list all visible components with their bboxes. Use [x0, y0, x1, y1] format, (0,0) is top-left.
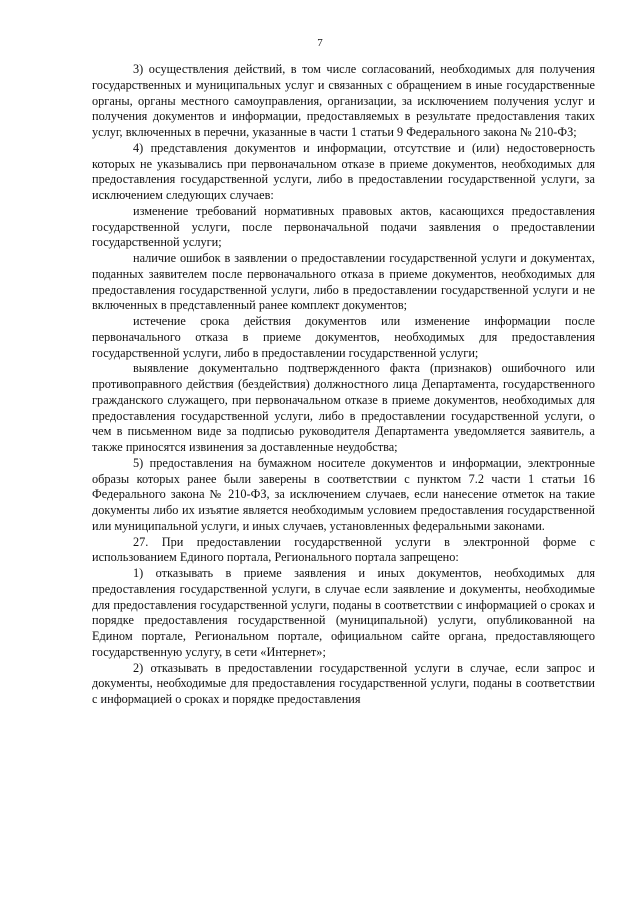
paragraph-clause-27-item-2: 2) отказывать в предоставлении государственной услуги в случае, если запрос и документы, необходимые для предоставления государственной услуги, поданы в соответствии с информацией о сроках и порядке предоставления: [92, 660, 595, 706]
paragraph-clause-27: 27. При предоставлении государственной услуги в электронной форме с использованием Единого портала, Регионального портала запрещено:: [92, 534, 595, 565]
paragraph-exception-errors: наличие ошибок в заявлении о предоставлении государственной услуги и документах, поданных заявителем после первоначального отказа в приеме документов, необходимых для предоставления государственной услуги, либо в предоставлении государственной услуги и не включенных в представленный ранее комплект документов;: [92, 251, 595, 313]
paragraph-item-4: 4) представления документов и информации, отсутствие и (или) недостоверность которых не указывались при первоначальном отказе в приеме документов, необходимых для предоставления государственной услуги, либо в предоставлении государственной услуги, за исключением следующих случаев:: [92, 140, 595, 202]
paragraph-exception-unlawful-action: выявление документально подтвержденного факта (признаков) ошибочного или противоправного действия (бездействия) должностного лица Департамента, государственного гражданского служащего, при первоначальном отказе в приеме документов, необходимых для предоставления государственной услуги, либо в предоставлении государственной услуги, о чем в письменном виде за подписью руководителя Департамента уведомляется заявитель, а также приносятся извинения за доставленные неудобства;: [92, 361, 595, 454]
paragraph-exception-requirements-change: изменение требований нормативных правовых актов, касающихся предоставления государственной услуги, после первоначальной подачи заявления о предоставлении государственной услуги;: [92, 203, 595, 250]
page-number: 7: [317, 37, 323, 49]
paragraph-exception-expiry: истечение срока действия документов или изменение информации после первоначального отказа в приеме документов, необходимых для предоставления государственной услуги, либо в предоставлении государственной услуги;: [92, 314, 595, 360]
document-body: [92, 62, 595, 708]
paragraph-clause-27-item-1: 1) отказывать в приеме заявления и иных документов, необходимых для предоставления государственной услуги, в случае если заявление и документы, необходимые для предоставления государственной услуги, поданы в соответствии с информацией о сроках и порядке предоставления государственной (муниципальной) услуги, опубликованной на Едином портале, Региональном портале, официальном сайте органа, предоставляющего государственную услугу, в сети «Интернет»;: [92, 566, 595, 659]
paragraph-item-3: 3) осуществления действий, в том числе согласований, необходимых для получения государственных и муниципальных услуг и связанных с обращением в иные государственные органы, органы местного самоуправления, организации, за исключением получения услуг и получения документов и информации, предоставляемых в результате предоставления таких услуг, включенных в перечни, указанные в части 1 статьи 9 Федерального закона № 210-ФЗ;: [92, 62, 595, 139]
paragraph-item-5: 5) предоставления на бумажном носителе документов и информации, электронные образы которых ранее были заверены в соответствии с пунктом 7.2 части 1 статьи 16 Федерального закона № 210-ФЗ, за исключением случаев, если нанесение отметок на такие документы либо их изъятие является необходимым условием предоставления государственной или муниципальной услуги, и иных случаев, установленных федеральными законами.: [92, 455, 595, 533]
